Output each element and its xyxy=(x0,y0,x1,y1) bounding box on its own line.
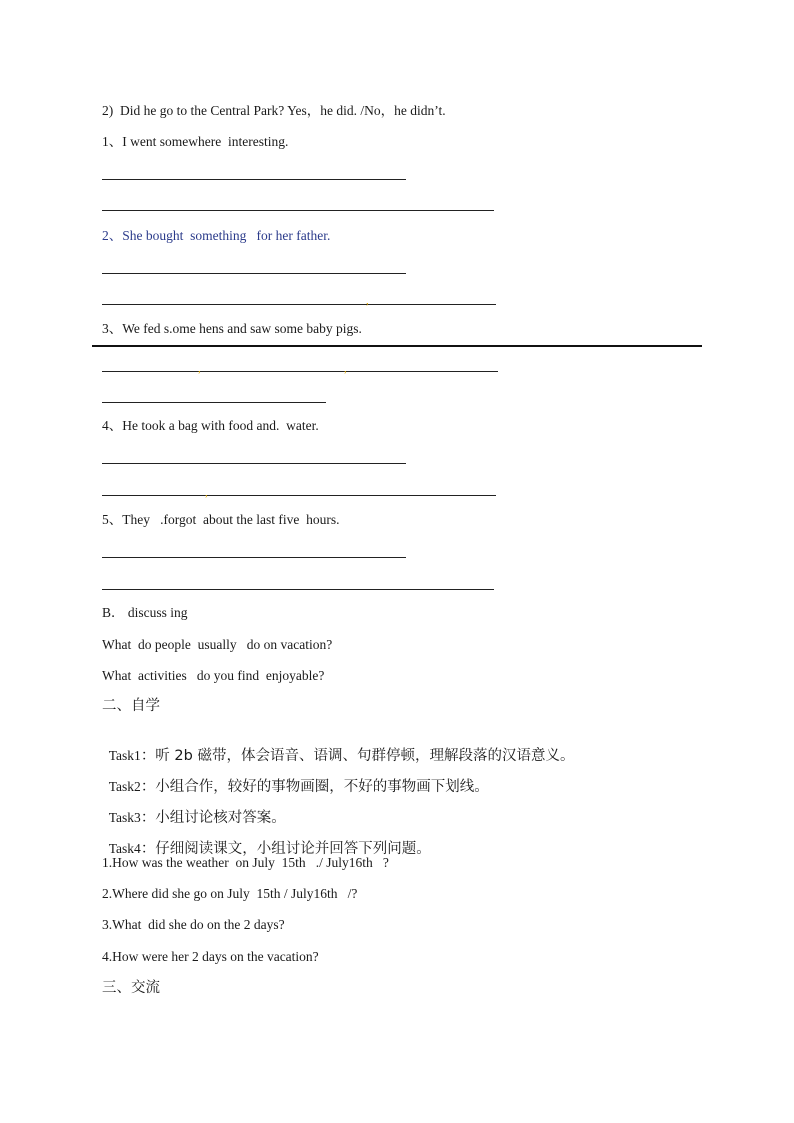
reading-question-4: 4.How were her 2 days on the vacation? xyxy=(102,949,319,964)
reading-question-3: 3.What did she do on the 2 days? xyxy=(102,917,285,932)
question-2-answer-line: 2) Did he go to the Central Park? Yes，he did. /No，he didn’t. xyxy=(102,103,446,118)
answer-line[interactable] xyxy=(102,463,406,464)
answer-line[interactable] xyxy=(102,495,496,496)
sentence-4: 4、He took a bag with food and. water. xyxy=(102,418,319,433)
comma-mark: , xyxy=(205,487,208,499)
answer-line[interactable] xyxy=(102,273,406,274)
answer-line[interactable] xyxy=(102,304,496,305)
answer-line[interactable] xyxy=(102,402,326,403)
task-label: Task4 xyxy=(108,841,141,856)
answer-line[interactable] xyxy=(102,179,406,180)
sentence-5: 5、They .forgot about the last five hours. xyxy=(102,512,340,527)
task-label: Task3 xyxy=(108,810,141,825)
task-text: ：仔细阅读课文，小组讨论并回答下列问题。 xyxy=(140,841,431,857)
sentence-3: 3、We fed s.ome hens and saw some baby pigs. xyxy=(102,321,362,336)
sentence-2: 2、She bought something for her father. xyxy=(102,228,331,243)
answer-line[interactable] xyxy=(102,589,494,590)
comma-mark: , xyxy=(344,363,347,375)
answer-line[interactable] xyxy=(102,210,494,211)
comma-mark: , xyxy=(366,295,369,307)
section-self-study-heading: 二、自学 xyxy=(102,698,160,714)
task-text: ：小组讨论核对答案。 xyxy=(140,810,286,826)
reading-question-2: 2.Where did she go on July 15th / July16th /? xyxy=(102,886,358,901)
task-4 xyxy=(102,822,431,858)
answer-line[interactable] xyxy=(102,557,406,558)
discussion-question-2: What activities do you find enjoyable? xyxy=(102,668,325,683)
task-text: ：听 2b 磁带，体会语音、语调、句群停顿，理解段落的汉语意义。 xyxy=(140,748,575,764)
reading-question-1: 1.How was the weather on July 15th ./ July16th ? xyxy=(102,855,389,870)
section-exchange-heading: 三、交流 xyxy=(102,980,160,996)
section-b-heading: B． discuss ing xyxy=(102,605,188,620)
task-text: ：小组合作，较好的事物画圈，不好的事物画下划线。 xyxy=(140,779,489,795)
task-label: Task1 xyxy=(108,748,141,763)
answer-line[interactable] xyxy=(102,371,498,372)
discussion-question-1: What do people usually do on vacation? xyxy=(102,637,333,652)
task-label: Task2 xyxy=(108,779,141,794)
divider-rule xyxy=(92,345,702,347)
sentence-1: 1、I went somewhere interesting. xyxy=(102,134,289,149)
comma-mark: , xyxy=(198,363,201,375)
